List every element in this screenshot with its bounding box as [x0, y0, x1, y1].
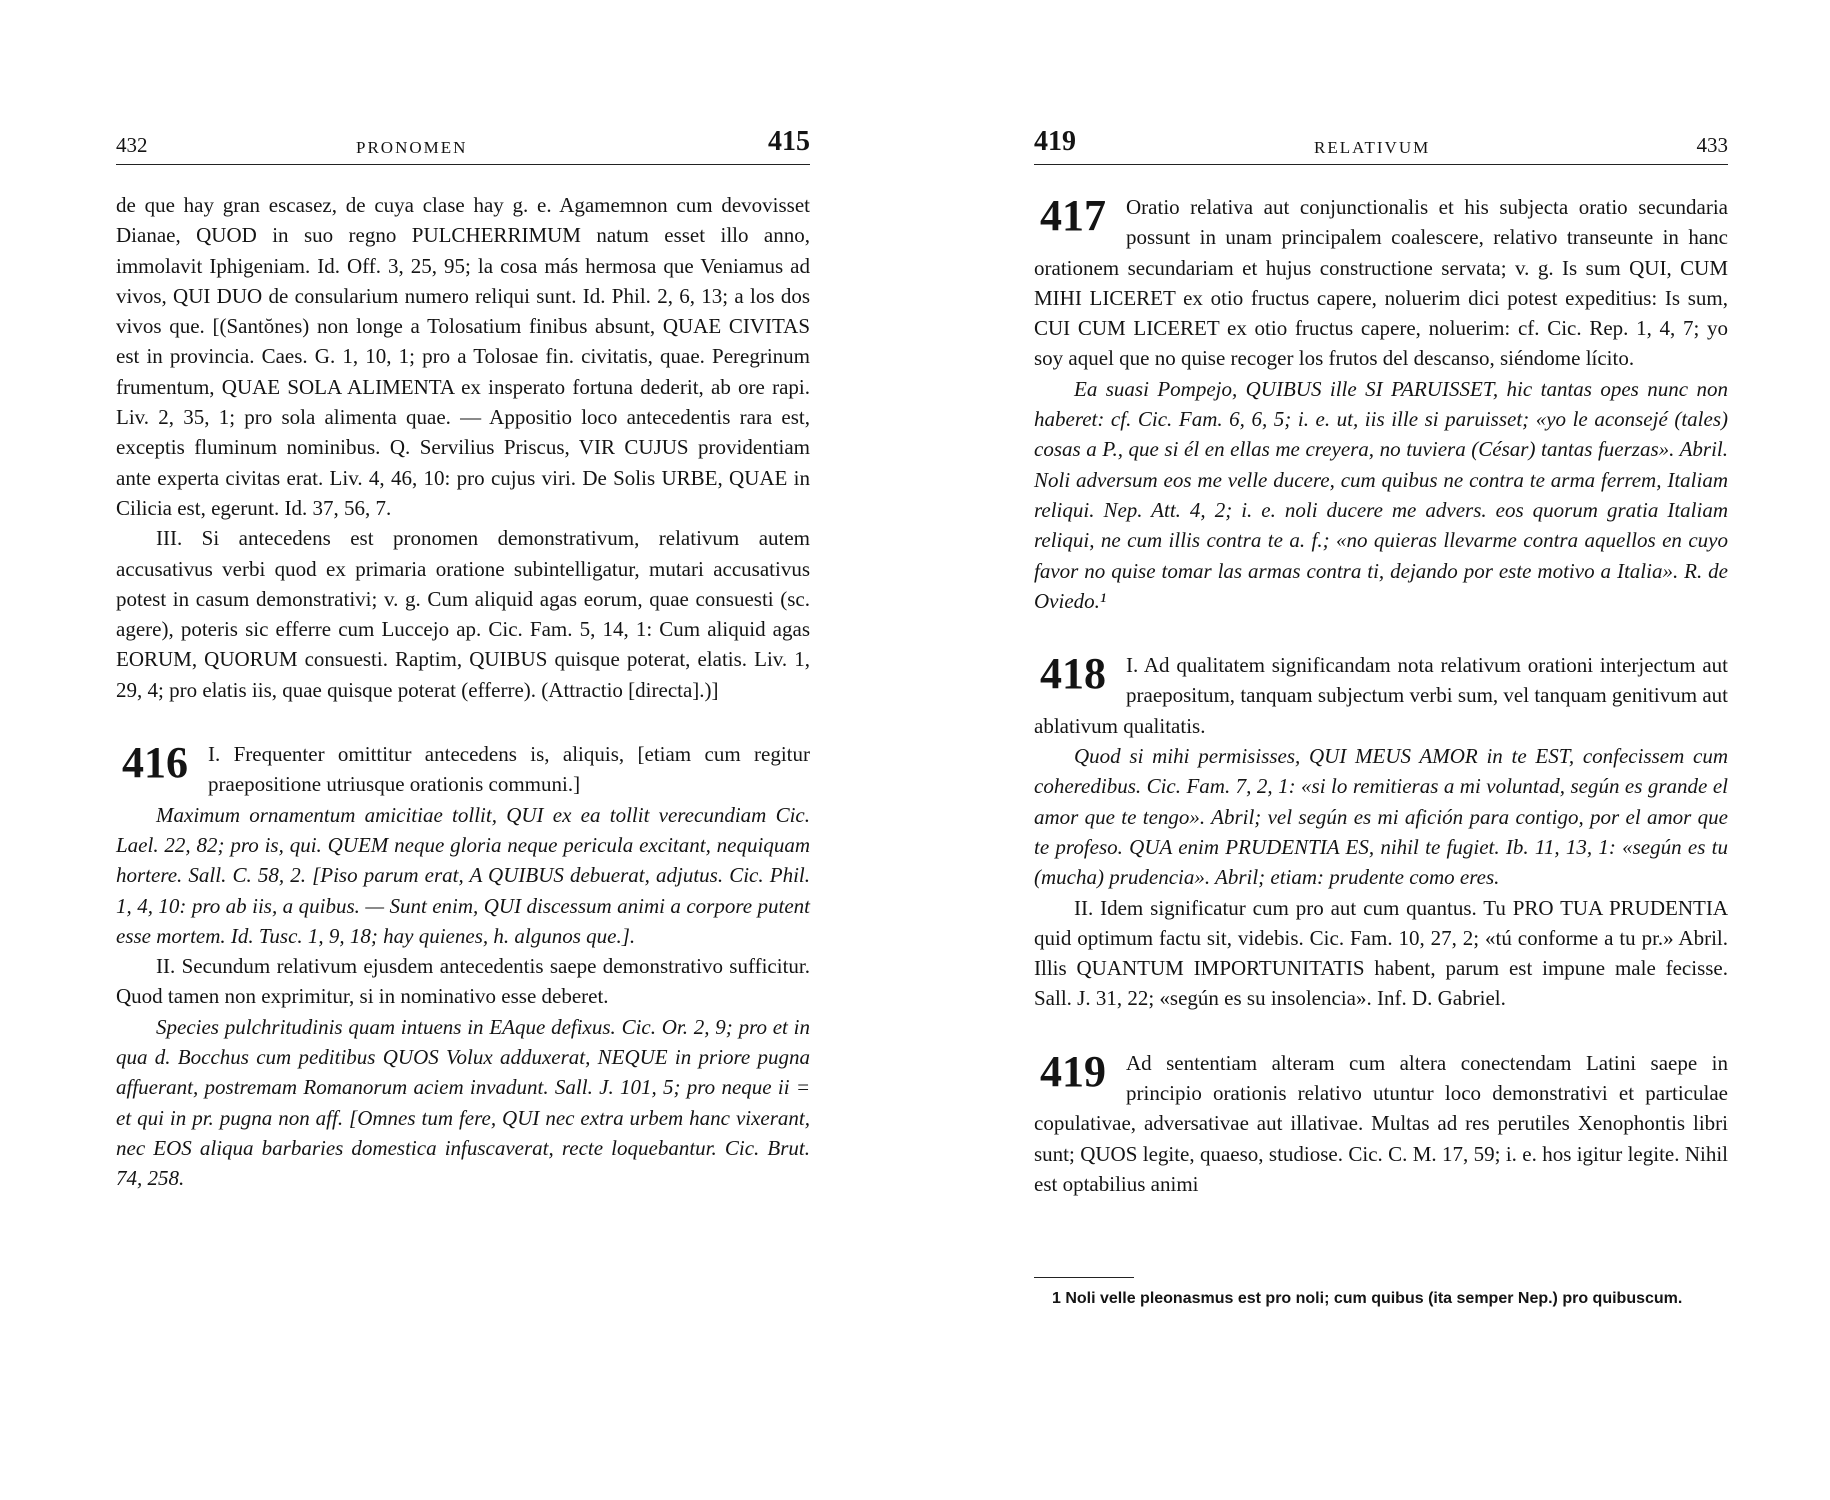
- running-title: RELATIVUM: [1314, 138, 1431, 157]
- left-body: [116, 190, 810, 1194]
- left-running-head: [116, 124, 810, 165]
- section-419-para: Ad sententiam alteram cum altera conectendam Latini saepe in principio orationis relativo utuntur loco demonstrativi et particulae copulativae, adversativae aut illativae. Multas ad res perutiles Xenophontis libri sunt; QUOS legite, quaeso, studiose. Cic. C. M. 17, 59; i. e. hos igitur legite. Nihil est optabilius animi: [1034, 1050, 1728, 1196]
- section-416-para-ii: II. Secundum relativum ejusdem antecedentis saepe demonstrativo sufficitur. Quod tamen non exprimitur, si in nominativo esse deberet.: [116, 954, 810, 1009]
- section-418: [1034, 650, 1728, 1014]
- section-416-examples-ii: Species pulchritudinis quam intuens in EAque defixus. Cic. Or. 2, 9; pro et in qua d. Bocchus cum peditibus QUOS Volux adduxerat, NEQUE in priore pugna affuerant, postremam Romanorum aciem invadunt. Sall. J. 101, 5; pro neque ii = et qui in pr. pugna non aff. [Omnes tum fere, QUI nec extra urbem hanc vixerant, nec EOS aliqua barbaries domestica infuscaverat, recte loquebantur. Cic. Brut. 74, 258.: [116, 1014, 810, 1191]
- section-418-para-i: I. Ad qualitatem significandam nota relativum orationi interjectum aut praepositum, tanquam subjectum verbi sum, vel tanquam genitivum aut ablativum qualitatis.: [1034, 653, 1728, 738]
- section-marker: 415: [768, 126, 810, 157]
- section-416-para-i: I. Frequenter omittitur antecedens is, aliquis, [etiam cum regitur praepositione utriusque orationis communi.]: [208, 742, 810, 797]
- section-number: 418: [1040, 649, 1106, 699]
- section-416-examples-i: Maximum ornamentum amicitiae tollit, QUI ex ea tollit verecundiam Cic. Lael. 22, 82; pro is, qui. QUEM neque gloria neque pericula excitant, nequiquam hortere. Sall. C. 58, 2. [Piso parum erat, A QUIBUS debuerat, adjutus. Cic. Phil. 1, 4, 10: pro ab iis, a quibus. — Sunt enim, QUI discessum animi a corpore putent esse mortem. Id. Tusc. 1, 9, 18; hay quienes, h. algunos que.].: [116, 802, 810, 948]
- section-418-para-ii: II. Idem significatur cum pro aut cum quantus. Tu PRO TUA PRUDENTIA quid optimum factu sit, videbis. Cic. Fam. 10, 27, 2; «tú conforme a tu pr.» Abril. Illis QUANTUM IMPORTUNITATIS habent, parum est impune male fecisse. Sall. J. 31, 22; «según es su insolencia». Inf. D. Gabriel.: [1034, 895, 1728, 1011]
- section-number: 419: [1040, 1046, 1106, 1096]
- section-417: [1034, 192, 1728, 616]
- section-417-para: Oratio relativa aut conjunctionalis et his subjecta oratio secundaria possunt in unam principalem coalescere, relativo transeunte in hanc orationem secundariam et hujus constructione servata; v. g. Is sum QUI, CUM MIHI LICERET ex otio fructus capere, noluerim dici potest expeditius: Is sum, CUI CUM LICERET ex otio fructus capere, noluerim: cf. Cic. Rep. 1, 4, 7; yo soy aquel que no quise recoger los frutos del descanso, siéndome lícito.: [1034, 195, 1728, 371]
- right-running-head: [1034, 124, 1728, 165]
- section-marker: 419: [1034, 126, 1076, 157]
- running-title: PRONOMEN: [356, 138, 468, 157]
- section-419: [1034, 1048, 1728, 1199]
- continuation-paragraph: de que hay gran escasez, de cuya clase hay g. e. Agamemnon cum devovisset Dianae, QUOD in suo regno PULCHERRIMUM natum esset illo anno, immolavit Iphigeniam. Id. Off. 3, 25, 95; la cosa más hermosa que Veniamus ad vivos, QUI DUO de consularium numero reliqui sunt. Id. Phil. 2, 6, 13; a los dos vivos que. [(Santŏnes) non longe a Tolosatium finibus absunt, QUAE CIVITAS est in provincia. Caes. G. 1, 10, 1; pro a Tolosae fin. civitatis, quae. Peregrinum frumentum, QUAE SOLA ALIMENTA ex insperato fortuna dederit, ab ore rapi. Liv. 2, 35, 1; pro sola alimenta quae. — Appositio loco antecedentis rara est, exceptis fluminum nominibus. Q. Servilius Priscus, VIR CUJUS providentiam ante experta civitas erat. Liv. 4, 46, 10: pro cujus viri. De Solis URBE, QUAE in Cilicia est, egerunt. Id. 37, 56, 7.: [116, 193, 810, 520]
- section-number: 417: [1040, 191, 1106, 240]
- footnote-rule: [1034, 1277, 1134, 1278]
- section-418-examples-i: Quod si mihi permisisses, QUI MEUS AMOR in te EST, confecissem cum coheredibus. Cic. Fam. 7, 2, 1: «si lo remitieras a mi voluntad, según es grande el amor que te tengo». Abril; vel según es mi afición para contigo, por el amor que te profeso. QUA enim PRUDENTIA ES, nihil te fugiet. Ib. 11, 13, 1: «según es tu (mucha) prudencia». Abril; etiam: prudente como eres.: [1034, 744, 1728, 890]
- section-416: [116, 739, 810, 1193]
- section-number: 416: [122, 738, 188, 788]
- right-body: [1034, 190, 1728, 1199]
- footnote: 1 Noli velle pleonasmus est pro noli; cum quibus (ita semper Nep.) pro quibuscum.: [1052, 1290, 1683, 1307]
- page-number: 433: [1696, 133, 1728, 157]
- page-number: 432: [116, 133, 148, 157]
- section-417-examples: Ea suasi Pompejo, QUIBUS ille SI PARUISSET, hic tantas opes nunc non haberet: cf. Cic. Fam. 6, 6, 5; i. e. ut, iis ille si paruisset; «yo le aconsejé (tales) cosas a P., que si él en ellas me creyera, no tuviera (César) tantas fuerzas». Abril. Noli adversum eos me velle ducere, cum quibus ne contra te arma ferrem, Italiam reliqui. Nep. Att. 4, 2; i. e. noli ducere me advers. eos quorum gratia Italiam reliqui, ne cum illis contra te a. f.; «no quieras llevarme contra aquellos en cuyo favor no quise tomar las armas contra ti, dejando por este motivo a Italia». R. de Oviedo.¹: [1034, 376, 1728, 613]
- paragraph-iii: III. Si antecedens est pronomen demonstrativum, relativum autem accusativus verbi quod ex primaria oratione subintelligatur, mutari accusativus potest in casum demonstrativi; v. g. Cum aliquid agas eorum, quae consuesti (sc. agere), poteris sic efferre cum Luccejo ap. Cic. Fam. 5, 14, 1: Cum aliquid agas EORUM, QUORUM consuesti. Raptim, QUIBUS quisque poterat, elatis. Liv. 1, 29, 4; pro elatis iis, quae quisque poterat (efferre). (Attractio [directa].)]: [116, 526, 810, 702]
